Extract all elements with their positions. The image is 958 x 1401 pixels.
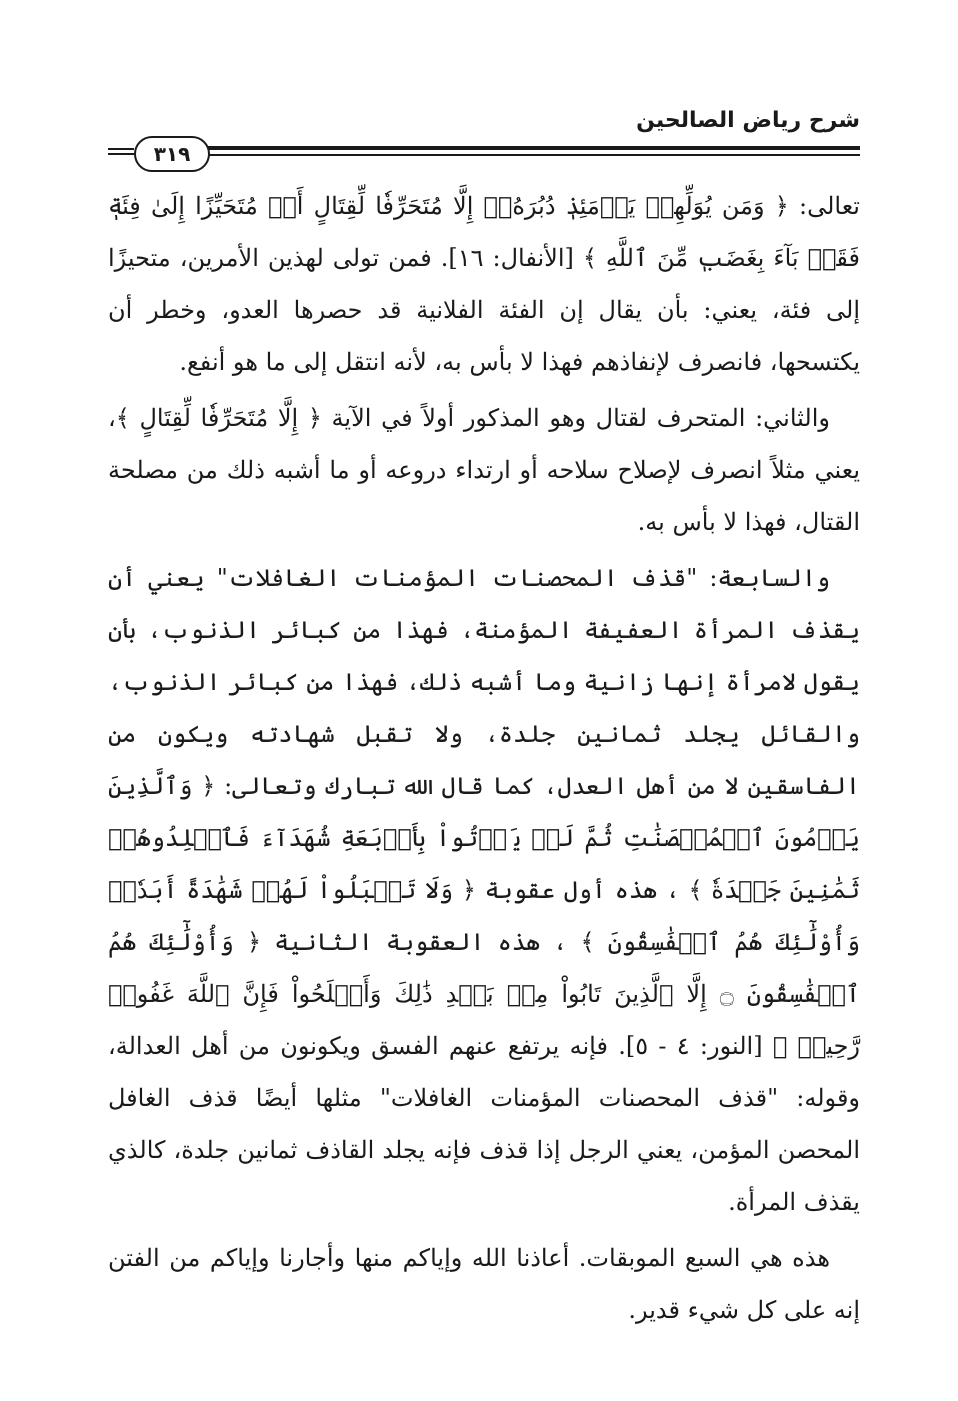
header-rule-thick xyxy=(200,146,860,150)
badge-lines xyxy=(108,148,134,158)
header-rule-thin xyxy=(200,154,860,156)
paragraph-3: والسابعة: "قذف المحصنات المؤمنات الغافلات" يعني أن يقذف المرأة العفيفة المؤمنة، فهذا من كبائر الذنوب، بأن يقول لامرأة إنها زانية وما أشبه ذلك، فهذا من كبائر الذنوب، والقائل يجلد ثمانين جلدة، ولا تقبل شهادته ويكون من الفاسقين لا من أهل العدل، كما قال الله تبارك وتعالى: ﴿ وَٱلَّذِينَ يَرۡمُونَ ٱلۡمُحۡصَنَٰتِ ثُمَّ لَمۡ يَأۡتُواْ بِأَرۡبَعَةِ شُهَدَآءَ فَٱجۡلِدُوهُمۡ ثَمَٰنِينَ جَلۡدَةٗ ﴾ ، هذه أول عقوبة ﴿ وَلَا تَقۡبَلُواْ لَهُمۡ شَهَٰدَةً أَبَدٗاۚ وَأُوْلَٰٓئِكَ هُمُ ٱلۡفَٰسِقُونَ ﴾ ، هذه العقوبة الثانية ﴿ وَأُوْلَٰٓئِكَ هُمُ ٱلۡفَٰسِقُونَ ۝ إِلَّا ٱلَّذِينَ تَابُواْ مِنۢ بَعۡدِ ذَٰلِكَ وَأَصۡلَحُواْ فَإِنَّ ٱللَّهَ غَفُورٞ رَّحِيمٞ ﴾ [النور: ٤ - ٥]. فإنه يرتفع عنهم الفسق ويكونون من أهل العدالة، وقوله: "قذف المحصنات المؤمنات الغافلات" مثلها أيضًا قذف الغافل المحصن المؤمن، يعني الرجل إذا قذف فإنه يجلد القاذف ثمانين جلدة، كالذي يقذف المرأة. xyxy=(108,564,861,1216)
page-header xyxy=(108,108,860,168)
paragraph-2: والثاني: المتحرف لقتال وهو المذكور أولاً في الآية ﴿ إِلَّا مُتَحَرِّفٗا لِّقِتَالٍ ﴾، يعني مثلاً انصرف لإصلاح سلاحه أو ارتداء دروعه أو ما أشبه ذلك من مصلحة القتال، فهذا لا بأس به. xyxy=(108,404,860,536)
paragraph-1: تعالى: ﴿ وَمَن يُوَلِّهِمۡ يَوۡمَئِذٖ دُبُرَهُۥٓ إِلَّا مُتَحَرِّفٗا لِّقِتَالٍ أَوۡ مُتَحَيِّزًا إِلَىٰ فِئَةٖ فَقَدۡ بَآءَ بِغَضَبٖ مِّنَ ٱللَّهِ ﴾ [الأنفال: ١٦]. فمن تولى لهذين الأمرين، متحيزًا إلى فئة، يعني: بأن يقال إن الفئة الفلانية قد حصرها العدو، وخطر أن يكتسحها، فانصرف لإنفاذهم فهذا لا بأس به، لأنه انتقل إلى ما هو أنفع. xyxy=(108,192,860,376)
body-text xyxy=(108,180,860,1340)
book-title: شرح رياض الصالحين xyxy=(636,108,860,133)
page-number-badge xyxy=(134,136,210,172)
paragraph-4: هذه هي السبع الموبقات. أعاذنا الله وإياكم منها وأجارنا وإياكم من الفتن إنه على كل شيء قدير. xyxy=(108,1244,860,1324)
page-number: ٣١٩ xyxy=(153,142,191,166)
